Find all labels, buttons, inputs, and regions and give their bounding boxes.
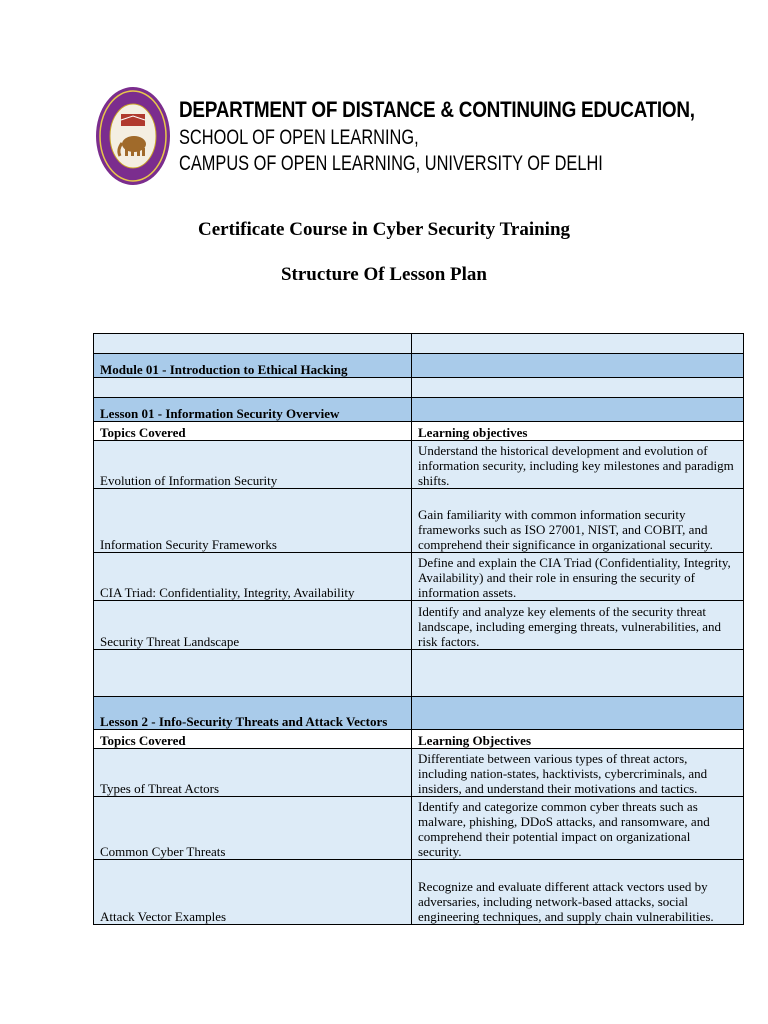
objectives-header: Learning Objectives bbox=[412, 730, 744, 749]
empty-cell bbox=[412, 378, 744, 398]
topics-header: Topics Covered bbox=[94, 730, 412, 749]
topic-cell: Information Security Frameworks bbox=[94, 489, 412, 553]
department-name: DEPARTMENT OF DISTANCE & CONTINUING EDUCATION, bbox=[179, 97, 695, 122]
topics-header: Topics Covered bbox=[94, 422, 412, 441]
lesson1-title: Lesson 01 - Information Security Overview bbox=[94, 398, 412, 422]
topic-cell: Evolution of Information Security bbox=[94, 441, 412, 489]
university-seal-logo bbox=[95, 86, 171, 186]
objective-cell: Recognize and evaluate different attack vectors used by adversaries, including network-based attacks, social engineering techniques, and supply chain vulnerabilities. bbox=[412, 860, 744, 925]
topic-cell: Attack Vector Examples bbox=[94, 860, 412, 925]
table-row bbox=[94, 378, 744, 398]
table-row bbox=[94, 441, 744, 489]
module-row bbox=[94, 354, 744, 378]
topic-cell: Security Threat Landscape bbox=[94, 601, 412, 650]
topic-cell: CIA Triad: Confidentiality, Integrity, Availability bbox=[94, 553, 412, 601]
campus-name: CAMPUS OF OPEN LEARNING, UNIVERSITY OF DELHI bbox=[179, 152, 603, 175]
table-row bbox=[94, 334, 744, 354]
objective-cell: Differentiate between various types of threat actors, including nation-states, hacktivists, cybercriminals, and insiders, and understand their motivations and tactics. bbox=[412, 749, 744, 797]
structure-title: Structure Of Lesson Plan bbox=[280, 264, 487, 285]
empty-cell bbox=[94, 650, 412, 697]
topic-cell: Common Cyber Threats bbox=[94, 797, 412, 860]
topic-cell: Types of Threat Actors bbox=[94, 749, 412, 797]
table-row bbox=[94, 749, 744, 797]
empty-cell bbox=[412, 398, 744, 422]
lesson-plan-table bbox=[93, 333, 744, 925]
empty-cell bbox=[412, 650, 744, 697]
column-header-row bbox=[94, 730, 744, 749]
lesson-title-row bbox=[94, 398, 744, 422]
empty-cell bbox=[412, 697, 744, 730]
table-row bbox=[94, 650, 744, 697]
table-row bbox=[94, 553, 744, 601]
lesson-title-row bbox=[94, 697, 744, 730]
document-header bbox=[95, 86, 735, 186]
table-row bbox=[94, 601, 744, 650]
empty-cell bbox=[94, 378, 412, 398]
objectives-header: Learning objectives bbox=[412, 422, 744, 441]
module-title: Module 01 - Introduction to Ethical Hacking bbox=[94, 354, 412, 378]
empty-cell bbox=[412, 354, 744, 378]
objective-cell: Identify and analyze key elements of the security threat landscape, including emerging threats, vulnerabilities, and risk factors. bbox=[412, 601, 744, 650]
column-header-row bbox=[94, 422, 744, 441]
objective-cell: Understand the historical development and evolution of information security, including key milestones and paradigm shifts. bbox=[412, 441, 744, 489]
table-row bbox=[94, 489, 744, 553]
empty-cell bbox=[94, 334, 412, 354]
lesson2-title: Lesson 2 - Info-Security Threats and Attack Vectors bbox=[94, 697, 412, 730]
objective-cell: Gain familiarity with common information security frameworks such as ISO 27001, NIST, and COBIT, and comprehend their significance in organizational security. bbox=[412, 489, 744, 553]
table-row bbox=[94, 797, 744, 860]
objective-cell: Define and explain the CIA Triad (Confidentiality, Integrity, Availability) and their role in ensuring the security of information assets. bbox=[412, 553, 744, 601]
empty-cell bbox=[412, 334, 744, 354]
school-name: SCHOOL OF OPEN LEARNING, bbox=[179, 126, 419, 149]
table-row bbox=[94, 860, 744, 925]
objective-cell: Identify and categorize common cyber threats such as malware, phishing, DDoS attacks, and ransomware, and comprehend their potential impact on organizational security. bbox=[412, 797, 744, 860]
course-title: Certificate Course in Cyber Security Training bbox=[197, 219, 571, 240]
